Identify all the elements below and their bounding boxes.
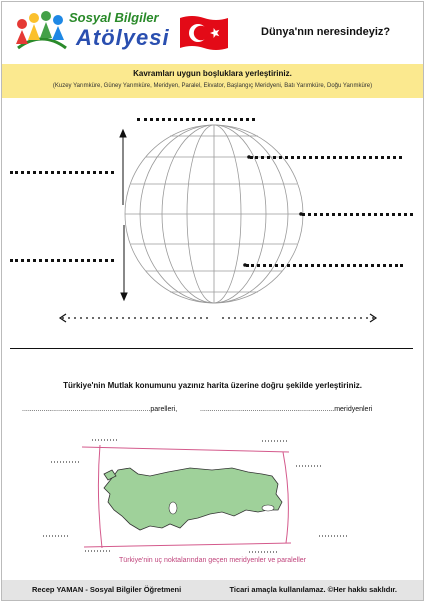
turkey-shape	[104, 468, 282, 530]
band-title: Kavramları uygun boşluklara yerleştiriniz.	[133, 69, 292, 78]
section2-instruction: Türkiye'nin Mutlak konumunu yazınız harita üzerine doğru şekilde yerleştiriniz.	[63, 381, 362, 390]
footer-author: Recep YAMAN - Sosyal Bilgiler Öğretmeni	[32, 585, 182, 594]
parallels-label: parelleri,	[150, 406, 178, 413]
meridians-blank[interactable]: .....................................................................	[200, 406, 335, 413]
map-caption: Türkiye'nin uç noktalarından geçen meridyenler ve paraleller	[119, 557, 306, 564]
logo-text-line1: Sosyal Bilgiler	[69, 10, 159, 25]
meridians-label: meridyenleri	[334, 406, 373, 413]
terms-list: (Kuzey Yarımküre, Güney Yarımküre, Meridyen, Paralel, Ekvator, Başlangıç Meridyeni, Batı Yarımküre, Doğu Yarımküre)	[52, 83, 373, 89]
parallels-blank[interactable]: ..................................................................	[22, 406, 151, 413]
footer-copyright: Ticari amaçla kullanılamaz. ©Her hakkı saklıdır.	[229, 585, 397, 594]
footer	[2, 580, 423, 600]
logo-text-line2: Atölyesi	[76, 25, 170, 50]
page-title: Dünya'nın neresindeyiz?	[261, 26, 391, 38]
